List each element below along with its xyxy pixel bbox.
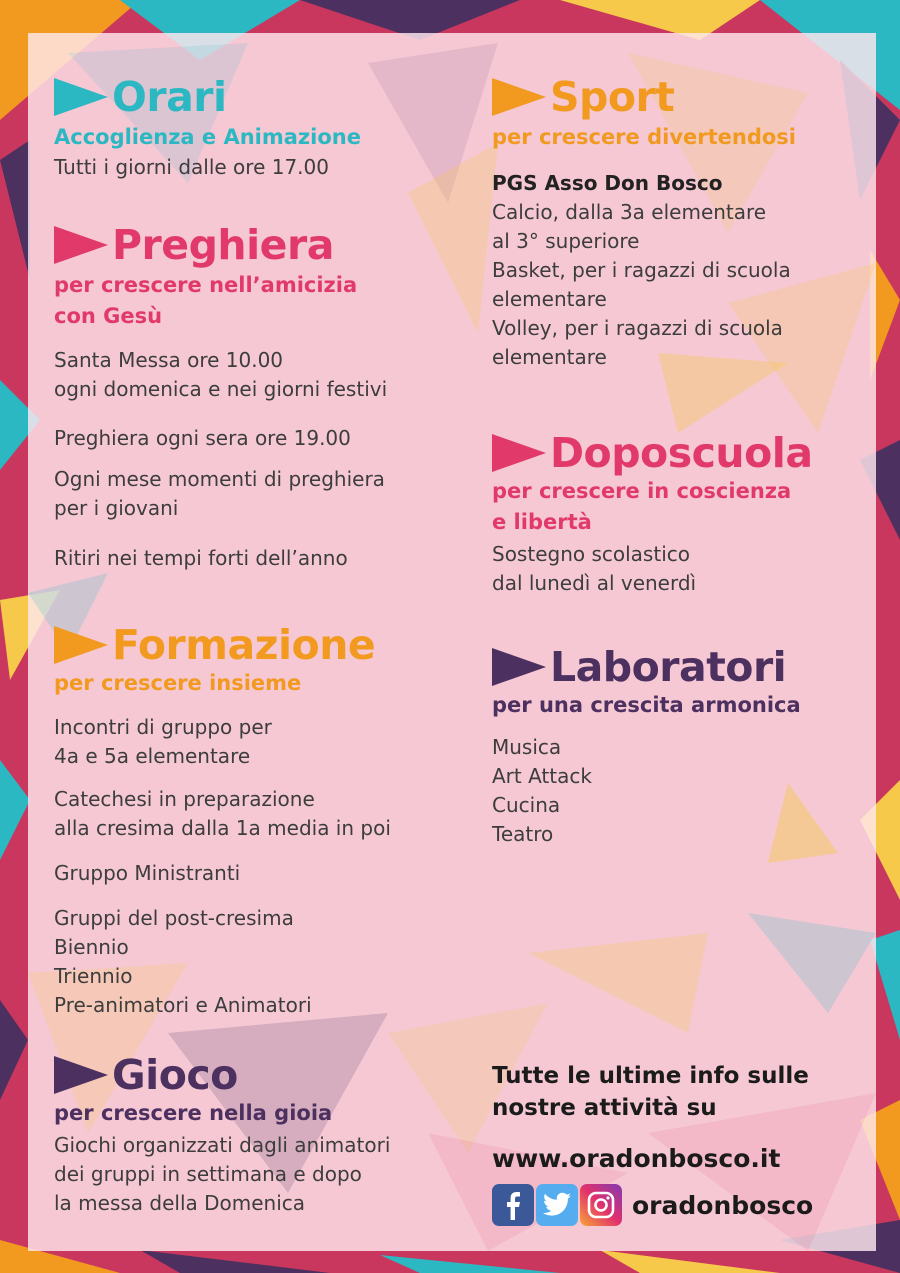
section-doposcuola	[492, 430, 872, 598]
text-line: Santa Messa ore 10.00	[54, 348, 284, 372]
text-line: dal lunedì al venerdì	[492, 571, 697, 595]
text-line: Pre-animatori e Animatori	[54, 993, 312, 1017]
text-line: Cucina	[492, 793, 561, 817]
section-laboratori	[492, 644, 872, 849]
text-line: elementare	[492, 345, 607, 369]
text-line: Basket, per i ragazzi di scuola	[492, 258, 791, 282]
social-links	[492, 1184, 872, 1226]
section-title: Doposcuola	[550, 429, 813, 477]
text-line: al 3° superiore	[492, 229, 640, 253]
text-line: Calcio, dalla 3a elementare	[492, 200, 767, 224]
section-subtitle: per una crescita armonica	[492, 693, 801, 717]
text-line: per i giovani	[54, 496, 179, 520]
text-line: Gruppi del post-cresima	[54, 906, 294, 930]
section-title: Sport	[550, 73, 675, 121]
text-line: Art Attack	[492, 764, 592, 788]
text-line: la messa della Domenica	[54, 1191, 306, 1215]
section-orari	[54, 74, 474, 182]
play-triangle-icon	[54, 1056, 108, 1094]
section-subtitle: per crescere in coscienza e libertà	[492, 479, 792, 534]
text-line: Biennio	[54, 935, 129, 959]
text-line: Triennio	[54, 964, 133, 988]
play-triangle-icon	[492, 648, 546, 686]
text-line: 4a e 5a elementare	[54, 744, 251, 768]
section-formazione	[54, 622, 474, 1020]
play-triangle-icon	[54, 626, 108, 664]
info-text: Tutte le ultime info sulle nostre attività su	[492, 1063, 809, 1121]
section-title: Laboratori	[550, 643, 787, 691]
section-title: Gioco	[112, 1051, 238, 1099]
section-title: Preghiera	[112, 221, 334, 269]
twitter-icon[interactable]	[536, 1184, 578, 1226]
text-line: Tutti i giorni dalle ore 17.00	[54, 155, 329, 179]
section-subtitle: per crescere nell’amicizia con Gesù	[54, 273, 358, 328]
website-link[interactable]: www.oradonbosco.it	[492, 1144, 781, 1173]
section-preghiera	[54, 222, 474, 573]
play-triangle-icon	[54, 226, 108, 264]
instagram-icon[interactable]	[580, 1184, 622, 1226]
play-triangle-icon	[54, 78, 108, 116]
social-handle[interactable]: oradonbosco	[632, 1190, 814, 1220]
section-title: Formazione	[112, 621, 376, 669]
text-line: Ritiri nei tempi forti dell’anno	[54, 546, 348, 570]
section-subtitle: per crescere insieme	[54, 671, 302, 695]
section-subtitle: per crescere divertendosi	[492, 125, 796, 149]
section-subtitle: Accoglienza e Animazione	[54, 125, 361, 149]
sport-organization: PGS Asso Don Bosco	[492, 171, 723, 195]
text-line: alla cresima dalla 1a media in poi	[54, 816, 391, 840]
section-gioco	[54, 1052, 474, 1218]
text-line: ogni domenica e nei giorni festivi	[54, 377, 388, 401]
text-line: Sostegno scolastico	[492, 542, 690, 566]
facebook-icon[interactable]	[492, 1184, 534, 1226]
section-title: Orari	[112, 73, 227, 121]
text-line: Preghiera ogni sera ore 19.00	[54, 426, 351, 450]
play-triangle-icon	[492, 434, 546, 472]
text-line: dei gruppi in settimana e dopo	[54, 1162, 362, 1186]
text-line: Teatro	[492, 822, 554, 846]
section-sport	[492, 74, 872, 372]
text-line: elementare	[492, 287, 607, 311]
footer-info	[492, 1060, 872, 1226]
section-subtitle: per crescere nella gioia	[54, 1101, 333, 1125]
text-line: Incontri di gruppo per	[54, 715, 272, 739]
play-triangle-icon	[492, 78, 546, 116]
text-line: Catechesi in preparazione	[54, 787, 315, 811]
text-line: Ogni mese momenti di preghiera	[54, 467, 385, 491]
text-line: Musica	[492, 735, 562, 759]
text-line: Volley, per i ragazzi di scuola	[492, 316, 783, 340]
text-line: Giochi organizzati dagli animatori	[54, 1133, 391, 1157]
text-line: Gruppo Ministranti	[54, 861, 241, 885]
